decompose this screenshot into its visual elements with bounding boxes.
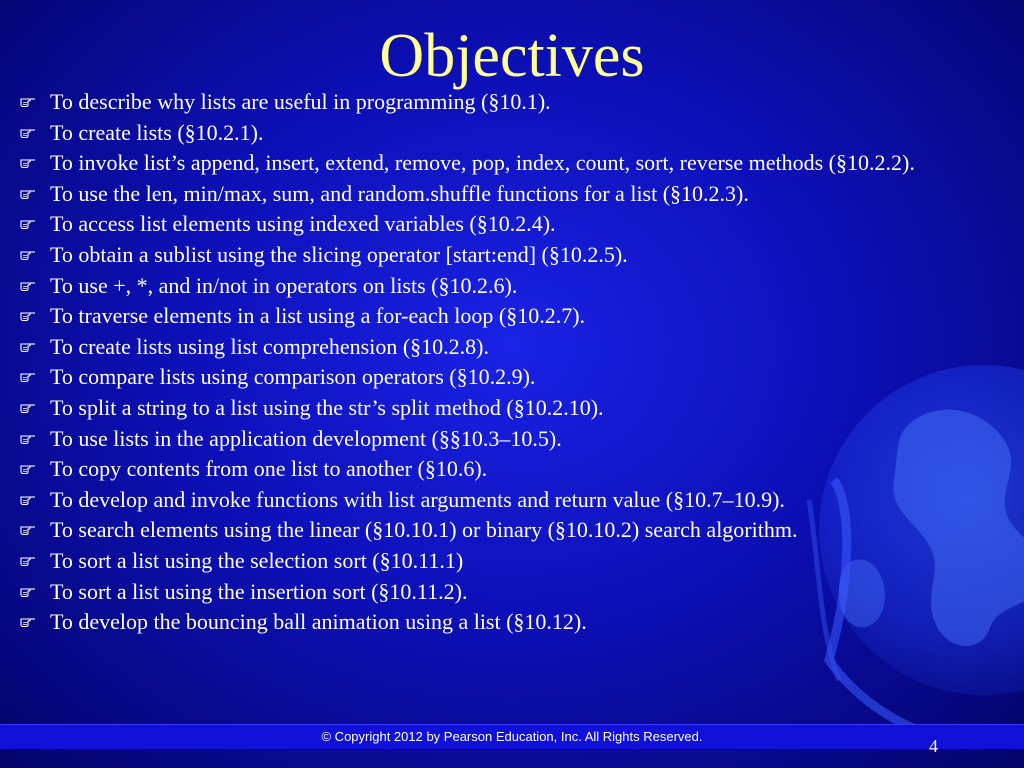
pointing-hand-icon [20, 400, 36, 414]
pointing-hand-icon [20, 522, 36, 536]
objective-text: To traverse elements in a list using a for-each loop (§10.2.7). [50, 303, 586, 329]
objective-text: To use +, *, and in/not in operators on lists (§10.2.6). [50, 272, 518, 298]
objective-text: To create lists (§10.2.1). [50, 119, 264, 145]
objectives-list [18, 90, 978, 641]
objective-text: To develop and invoke functions with list arguments and return value (§10.7–10.9). [50, 486, 785, 512]
objective-text: To split a string to a list using the str’s split method (§10.2.10). [50, 394, 604, 420]
objective-text: To search elements using the linear (§10.10.1) or binary (§10.10.2) search algorithm. [50, 517, 798, 543]
pointing-hand-icon [20, 278, 36, 292]
objective-item [18, 457, 978, 480]
objective-item [18, 580, 978, 603]
pointing-hand-icon [20, 584, 36, 598]
objective-item [18, 610, 978, 633]
objective-item [18, 488, 978, 511]
objective-item [18, 549, 978, 572]
pointing-hand-icon [20, 614, 36, 628]
pointing-hand-icon [20, 216, 36, 230]
objective-text: To invoke list’s append, insert, extend, remove, pop, index, count, sort, reverse methods (§10.2.2). [50, 150, 915, 176]
objective-text: To obtain a sublist using the slicing operator [start:end] (§10.2.5). [50, 241, 628, 267]
objective-text: To create lists using list comprehension (§10.2.8). [50, 333, 489, 359]
objective-text: To access list elements using indexed variables (§10.2.4). [50, 211, 556, 237]
pointing-hand-icon [20, 125, 36, 139]
objective-item [18, 121, 978, 144]
pointing-hand-icon [20, 369, 36, 383]
pointing-hand-icon [20, 186, 36, 200]
objective-text: To compare lists using comparison operators (§10.2.9). [50, 364, 536, 390]
objective-item [18, 396, 978, 419]
pointing-hand-icon [20, 339, 36, 353]
objective-item [18, 90, 978, 113]
pointing-hand-icon [20, 553, 36, 567]
pointing-hand-icon [20, 247, 36, 261]
objective-text: To describe why lists are useful in programming (§10.1). [50, 89, 551, 114]
objective-item [18, 304, 978, 327]
pointing-hand-icon [20, 431, 36, 445]
objective-text: To sort a list using the selection sort (§10.11.1) [50, 547, 464, 573]
objective-item [18, 335, 978, 358]
objective-item [18, 212, 978, 235]
page-number: 4 [929, 736, 938, 756]
objective-item [18, 243, 978, 266]
pointing-hand-icon [20, 492, 36, 506]
objective-item [18, 365, 978, 388]
objective-item [18, 151, 978, 174]
objective-text: To use the len, min/max, sum, and random.shuffle functions for a list (§10.2.3). [50, 180, 749, 206]
objective-item [18, 518, 978, 541]
objective-text: To use lists in the application development (§§10.3–10.5). [50, 425, 562, 451]
objective-text: To copy contents from one list to another (§10.6). [50, 456, 488, 482]
pointing-hand-icon [20, 155, 36, 169]
objective-item [18, 274, 978, 297]
pointing-hand-icon [20, 94, 36, 108]
pointing-hand-icon [20, 461, 36, 475]
objective-item [18, 182, 978, 205]
objective-text: To sort a list using the insertion sort (§10.11.2). [50, 578, 468, 604]
slide-title: Objectives [379, 22, 645, 90]
copyright-notice: © Copyright 2012 by Pearson Education, Inc. All Rights Reserved. [321, 729, 703, 744]
objective-text: To develop the bouncing ball animation using a list (§10.12). [50, 609, 587, 635]
objective-item [18, 427, 978, 450]
pointing-hand-icon [20, 308, 36, 322]
